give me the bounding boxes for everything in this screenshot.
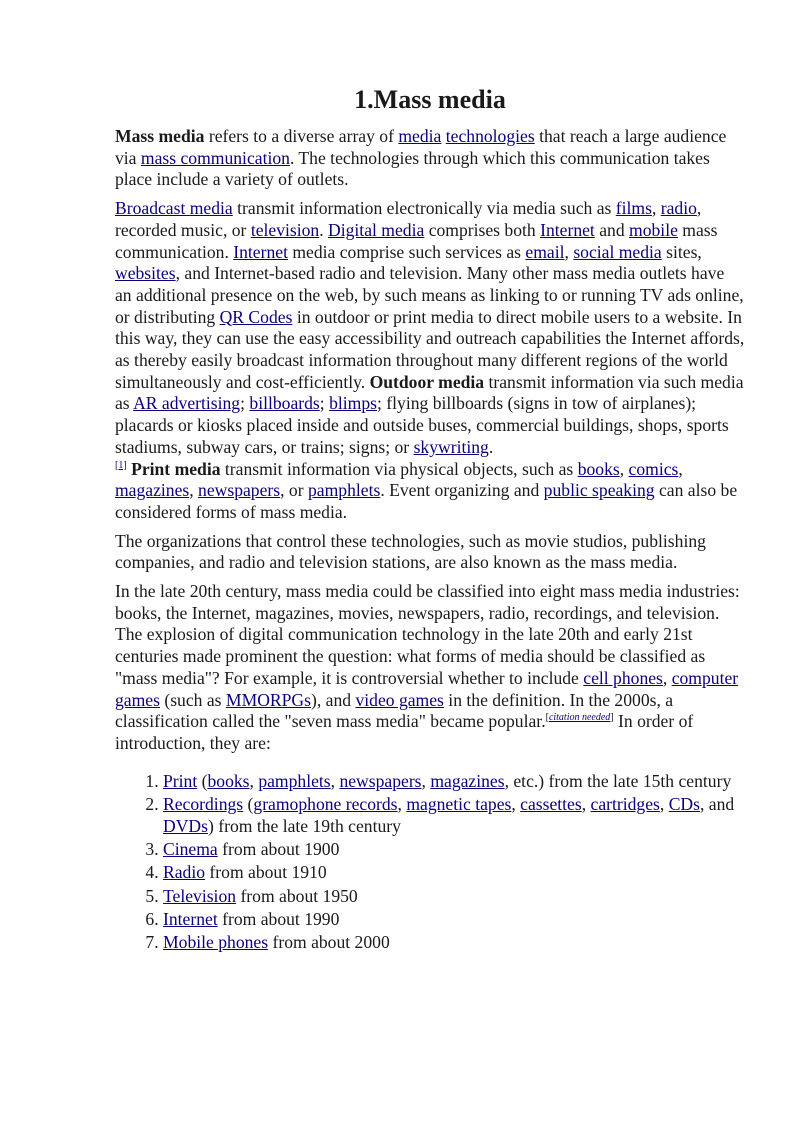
link-radio[interactable]: Radio (163, 862, 206, 883)
link-internet[interactable]: Internet (540, 219, 595, 240)
list-item: 4. Radio from about 1910 (163, 862, 745, 884)
list-item: 1. Print (books, pamphlets, newspapers, magazines, etc.) from the late 15th century (163, 771, 745, 793)
link-public-speaking[interactable]: public speaking (543, 480, 655, 501)
link-newspapers[interactable]: newspapers (339, 770, 422, 791)
link-magnetic-tapes[interactable]: magnetic tapes (406, 793, 512, 814)
link-digital-media[interactable]: Digital media (328, 219, 425, 240)
list-item: 7. Mobile phones from about 2000 (163, 932, 745, 954)
link-gramophone-records[interactable]: gramophone records (253, 793, 398, 814)
intro-paragraph: Mass media refers to a diverse array of media technologies that reach a large audience via mass communication. The technologies through which this communication takes place include a variety of outlets. (115, 126, 727, 190)
bold-outdoor-media: Outdoor media (369, 371, 485, 392)
citation-needed: [citation needed] (545, 712, 614, 724)
link-billboards[interactable]: billboards (249, 393, 320, 414)
classification-paragraph: In the late 20th century, mass media could be classified into eight mass media industries: books, the Internet, magazines, movies, newspapers, radio, recordings, and television. The explosion of digital communication technology in the late 20th and early 21st centuries made prominent the question: what forms of media should be classified as "mass media"? For example, it is controversial whether to include cell phones, computer games (such as MMORPGs), and video games in the definition. In the 2000s, a classification called the "seven mass media" became popular.[citation needed] In order of introduction, they are: (115, 581, 740, 753)
link-print[interactable]: Print (163, 770, 198, 791)
list-item: 3. Cinema from about 1900 (163, 839, 745, 861)
link-social-media[interactable]: social media (573, 241, 662, 262)
link-dvds[interactable]: DVDs (163, 815, 208, 836)
link-media[interactable]: media (398, 126, 442, 146)
link-ar-advertising[interactable]: AR advertising (133, 393, 241, 414)
link-pamphlets[interactable]: pamphlets (258, 770, 331, 791)
citation-1 (115, 460, 127, 471)
link-websites[interactable]: websites (115, 263, 176, 284)
link-cartridges[interactable]: cartridges (590, 793, 660, 814)
link-cinema[interactable]: Cinema (163, 838, 218, 859)
link-cassettes[interactable]: cassettes (520, 793, 582, 814)
link-qr-codes[interactable]: QR Codes (219, 306, 293, 327)
document-page (115, 82, 745, 955)
link-computer-games[interactable]: computer games (115, 667, 739, 710)
link-magazines[interactable]: magazines (115, 480, 190, 501)
link-internet-2[interactable]: Internet (233, 241, 288, 262)
link-email[interactable]: email (525, 241, 565, 262)
page-title: 1.Mass media (354, 85, 506, 114)
link-internet[interactable]: Internet (163, 908, 218, 929)
media-types-paragraph: Broadcast media transmit information electronically via media such as films, radio, recorded music, or television. Digital media comprises both Internet and mobile mass communication. Internet media comprise such services as email, social media sites, websites, and Internet-based radio and television. Many other mass media outlets have an additional presence on the web, by such means as linking to or running TV ads online, or distributing QR Codes in outdoor or print media to direct mobile users to a website. In this way, they can use the easy accessibility and outreach capabilities the Internet affords, as thereby easily broadcast information throughout many different regions of the world simultaneously and cost-efficiently. Outdoor media transmit information via such media as AR advertising; billboards; blimps; flying billboards (signs in tow of airplanes); placards or kiosks placed inside and outside buses, commercial buildings, shops, sports stadiums, subway cars, or trains; signs; or skywriting. [1] Print media transmit information via physical objects, such as books, comics, magazines, newspapers, or pamphlets. Event organizing and public speaking can also be considered forms of mass media. (115, 198, 745, 522)
bold-term: Mass media (115, 126, 205, 146)
link-books[interactable]: books (577, 458, 620, 479)
link-broadcast-media[interactable]: Broadcast media (115, 198, 233, 219)
link-television[interactable]: Television (163, 885, 237, 906)
link-television[interactable]: television (250, 219, 320, 240)
link-comics[interactable]: comics (628, 458, 679, 479)
bold-print-media: Print media (131, 458, 221, 479)
link-mobile-phones[interactable]: Mobile phones (163, 932, 269, 953)
link-technologies[interactable]: technologies (445, 126, 535, 146)
link-mobile[interactable]: mobile (629, 219, 678, 240)
link-cds[interactable]: CDs (668, 793, 700, 814)
list-item: 6. Internet from about 1990 (163, 909, 745, 931)
link-cell-phones[interactable]: cell phones (583, 667, 663, 688)
citation-link-1[interactable]: [1] (115, 459, 127, 471)
link-newspapers[interactable]: newspapers (198, 480, 281, 501)
organizations-paragraph: The organizations that control these technologies, such as movie studios, publishing companies, and radio and television stations, are also known as the mass media. (115, 530, 706, 573)
link-radio[interactable]: radio (660, 198, 697, 219)
link-magazines[interactable]: magazines (430, 770, 505, 791)
link-mmorpgs[interactable]: MMORPGs (225, 689, 311, 710)
citation-needed-link[interactable]: citation needed (548, 712, 611, 724)
seven-mass-media-list (115, 771, 745, 954)
link-books[interactable]: books (207, 770, 250, 791)
list-item: 5. Television from about 1950 (163, 886, 745, 908)
link-films[interactable]: films (615, 198, 652, 219)
link-skywriting[interactable]: skywriting (413, 436, 489, 457)
link-mass-communication[interactable]: mass communication (140, 147, 290, 168)
link-pamphlets[interactable]: pamphlets (307, 480, 381, 501)
link-recordings[interactable]: Recordings (163, 793, 244, 814)
link-video-games[interactable]: video games (355, 689, 444, 710)
list-item: 2. Recordings (gramophone records, magnetic tapes, cassettes, cartridges, CDs, and DVDs) from the late 19th century (163, 794, 745, 837)
link-blimps[interactable]: blimps (329, 393, 377, 414)
